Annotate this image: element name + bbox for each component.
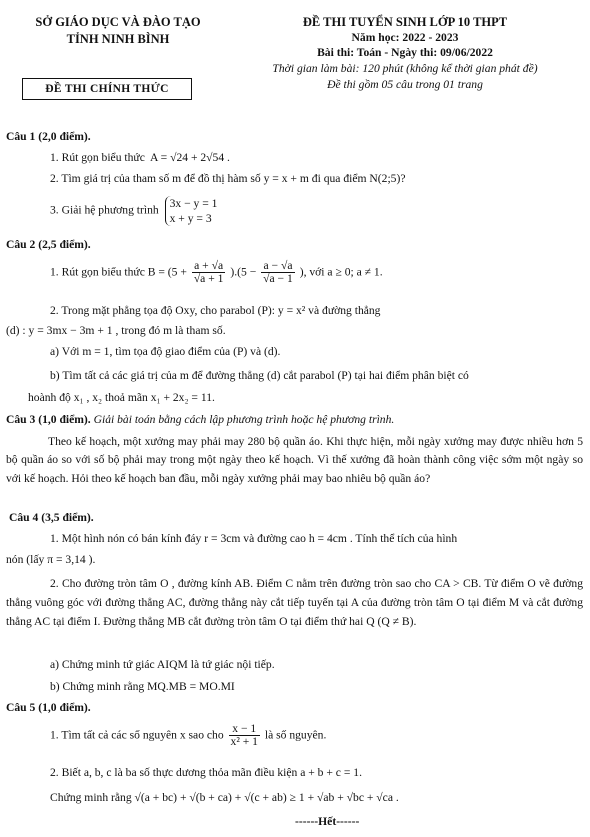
q1-part1-expression: A = √24 + 2√54 . [150,151,230,164]
fraction-1: $\frac{a + √a}{√a + 1}$ [193,259,224,286]
official-label: ĐỀ THI CHÍNH THỨC [22,78,192,100]
subject-date: Bài thi: Toán - Ngày thi: 09/06/2022 [317,46,493,59]
q4-part1-line2: nón (lấy π = 3,14 ). [6,553,96,566]
school-year: Năm học: 2022 - 2023 [351,31,459,44]
q5-part2-line1: 2. Biết a, b, c là ba số thực dương thỏa mãn điều kiện a + b + c = 1. [50,766,362,779]
q4-part2: 2. Cho đường tròn tâm O , đường kính AB. Điểm C nằm trên đường tròn sao cho CA > CB. Từ điểm O vẽ đường thẳng vuông góc với đường thẳng AC, đường thẳng này cắt tiếp tuyến tại A của đường tròn tâm O tại điểm M và cắt đường thẳng AC tại điểm I. Đường thẳng MB cắt đường tròn tâm O tại điểm thứ hai Q (Q ≠ B). [6,577,583,628]
q4-part1-line1: 1. Một hình nón có bán kính đáy r = 3cm và đường cao h = 4cm . Tính thể tích của hình [50,532,458,545]
q2-part2b-line2: hoành độ x₁ , x₂ thoả mãn x₁ + 2x₂ = 11. [28,391,215,404]
q5-title: Câu 5 (1,0 điểm). [6,701,91,714]
q4-part2a: a) Chứng minh tứ giác AIQM là tứ giác nội tiếp. [50,658,275,671]
q2-part2-line2: (d) : y = 3mx − 3m + 1 , trong đó m là tham số. [6,324,226,337]
q5-part2-line2: Chứng minh rằng √(a + bc) + √(b + ca) + √(c + ab) ≥ 1 + √ab + √bc + √ca . [50,791,399,804]
q2-part2b-line1: b) Tìm tất cả các giá trị của m để đường thẳng (d) cắt parabol (P) tại hai điểm phân biệt có [50,369,469,382]
page-note: Đề thi gồm 05 câu trong 01 trang [327,78,483,91]
q2-title: Câu 2 (2,5 điểm). [6,238,91,251]
q1-title: Câu 1 (2,0 điểm). [6,130,91,143]
q2-part1: 1. Rút gọn biểu thức B = (5 + $\frac{a + √a}{√a + 1}$ ).(5 − $\frac{a - √a}{√a - 1}$ ), với a ≥ 0; a ≠ 1. [50,259,383,286]
q3-heading [6,413,394,428]
end-mark: ------Hết------ [295,815,360,828]
q1-part2: 2. Tìm giá trị của tham số m để đồ thị hàm số y = x + m đi qua điểm N(2;5)? [50,172,406,185]
q3-body: Theo kế hoạch, một xưởng may phải may 280 bộ quần áo. Khi thực hiện, mỗi ngày xưởng may được nhiều hơn 5 bộ quần áo so với số bộ phải may trong một ngày theo kế hoạch. Vì thế xưởng đã hoàn thành công việc sớm một ngày so với kế hoạch. Hỏi theo kế hoạch ban đầu, mỗi ngày xưởng phải may bao nhiêu bộ quần áo? [6,435,583,485]
q3-title: Câu 3 (1,0 điểm). [6,413,91,426]
q5-part1: 1. Tìm tất cả các số nguyên x sao cho $\frac{x - 1}{\text{x² + 1}}$ là số nguyên. [50,722,327,749]
q1-part3: 3. Giải hệ phương trình 3x − y = 1 x + y = 3 [50,197,218,226]
dept-line-1: SỞ GIÁO DỤC VÀ ĐÀO TẠO [35,15,201,29]
duration: Thời gian làm bài: 120 phút (không kể thời gian phát đề) [272,62,538,75]
dept-line-2: TỈNH NINH BÌNH [66,32,170,46]
q2-part2a: a) Với m = 1, tìm tọa độ giao điểm của (P) và (d). [50,345,281,358]
fraction-3: $\frac{x - 1}{\text{x² + 1}}$ [230,722,258,749]
q4-part2b: b) Chứng minh rằng MQ.MB = MO.MI [50,680,235,693]
q1-part1: 1. Rút gọn biểu thức A = √24 + 2√54 . [50,151,230,164]
exam-title: ĐỀ THI TUYỂN SINH LỚP 10 THPT [302,15,508,29]
equation-system: 3x − y = 1 x + y = 3 [165,196,218,226]
q2-part2-line1: 2. Trong mặt phẳng tọa độ Oxy, cho parabol (P): y = x² và đường thẳng [50,304,381,317]
q4-title: Câu 4 (3,5 điểm). [9,511,94,524]
fraction-2: $\frac{a - √a}{√a - 1}$ [263,259,293,286]
q3-instruction: Giải bài toán bằng cách lập phương trình hoặc hệ phương trình. [93,413,395,426]
